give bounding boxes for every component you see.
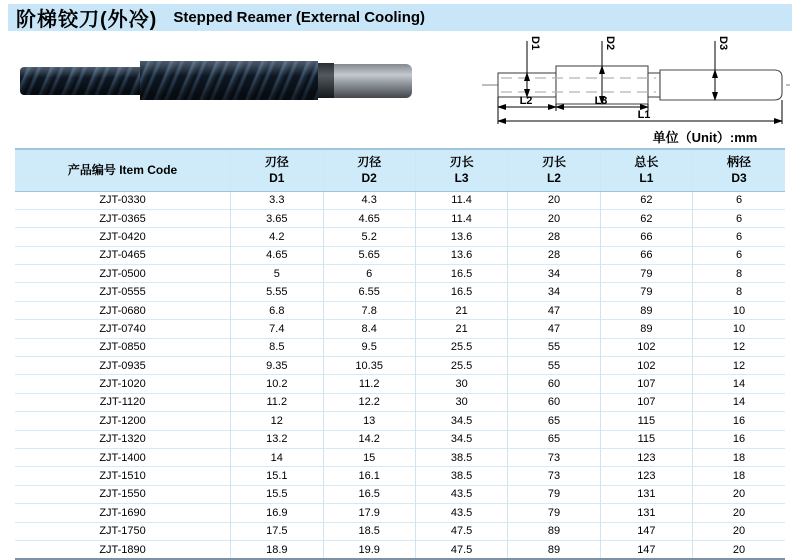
table-row: [15, 412, 785, 430]
value-cell: 17.9: [323, 504, 415, 522]
col-header-code: D2: [361, 171, 377, 186]
item-code-cell: ZJT-0680: [15, 301, 231, 319]
table-row: [15, 430, 785, 448]
item-code-cell: ZJT-1400: [15, 448, 231, 466]
value-cell: 3.65: [231, 209, 323, 227]
value-cell: 13.6: [415, 246, 507, 264]
col-header-item-code: [15, 149, 231, 191]
value-cell: 20: [693, 485, 785, 503]
value-cell: 6.8: [231, 301, 323, 319]
value-cell: 7.8: [323, 301, 415, 319]
value-cell: 6.55: [323, 283, 415, 301]
value-cell: 60: [508, 375, 600, 393]
item-code-cell: ZJT-0420: [15, 228, 231, 246]
value-cell: 20: [693, 540, 785, 559]
reamer-product-photo: [20, 60, 412, 102]
item-code-cell: ZJT-0555: [15, 283, 231, 301]
value-cell: 47: [508, 301, 600, 319]
value-cell: 13: [323, 412, 415, 430]
value-cell: 16.9: [231, 504, 323, 522]
item-code-cell: ZJT-1200: [15, 412, 231, 430]
value-cell: 73: [508, 467, 600, 485]
value-cell: 16.5: [323, 485, 415, 503]
dim-label-l2: L2: [519, 95, 533, 107]
dimension-diagram: [476, 33, 796, 129]
value-cell: 25.5: [415, 357, 507, 375]
spec-table: [15, 148, 785, 560]
value-cell: 38.5: [415, 467, 507, 485]
value-cell: 38.5: [415, 448, 507, 466]
value-cell: 25.5: [415, 338, 507, 356]
dim-label-l3: L3: [594, 95, 608, 107]
value-cell: 7.4: [231, 320, 323, 338]
item-code-cell: ZJT-0850: [15, 338, 231, 356]
value-cell: 28: [508, 246, 600, 264]
page-title-bar: [8, 4, 792, 31]
item-code-cell: ZJT-1020: [15, 375, 231, 393]
value-cell: 47.5: [415, 540, 507, 559]
value-cell: 15.1: [231, 467, 323, 485]
item-code-cell: ZJT-0365: [15, 209, 231, 227]
item-code-cell: ZJT-0935: [15, 357, 231, 375]
value-cell: 13.6: [415, 228, 507, 246]
value-cell: 102: [600, 338, 692, 356]
value-cell: 66: [600, 228, 692, 246]
col-header-label: 刃径: [357, 155, 382, 170]
col-header-label: 刃长: [541, 155, 566, 170]
value-cell: 65: [508, 430, 600, 448]
col-header-d3: [693, 149, 785, 191]
dim-label-d3: D3: [717, 36, 729, 51]
value-cell: 10: [693, 301, 785, 319]
value-cell: 115: [600, 412, 692, 430]
photo-shank: [334, 64, 412, 98]
table-row: [15, 265, 785, 283]
value-cell: 6: [693, 191, 785, 209]
value-cell: 5: [231, 265, 323, 283]
value-cell: 6: [693, 209, 785, 227]
value-cell: 30: [415, 375, 507, 393]
col-header-code: D3: [731, 171, 747, 186]
item-code-cell: ZJT-1120: [15, 393, 231, 411]
item-code-cell: ZJT-0740: [15, 320, 231, 338]
col-header-label: 总长: [634, 155, 659, 170]
value-cell: 12: [693, 338, 785, 356]
table-row: [15, 283, 785, 301]
table-row: [15, 338, 785, 356]
value-cell: 15.5: [231, 485, 323, 503]
value-cell: 8.4: [323, 320, 415, 338]
col-header-code: L1: [639, 171, 654, 186]
value-cell: 131: [600, 485, 692, 503]
value-cell: 60: [508, 393, 600, 411]
value-cell: 16.5: [415, 265, 507, 283]
value-cell: 20: [693, 522, 785, 540]
value-cell: 16.1: [323, 467, 415, 485]
value-cell: 11.4: [415, 209, 507, 227]
value-cell: 4.3: [323, 191, 415, 209]
value-cell: 4.65: [231, 246, 323, 264]
item-code-cell: ZJT-1510: [15, 467, 231, 485]
dim-label-l1: L1: [637, 109, 651, 121]
value-cell: 4.2: [231, 228, 323, 246]
value-cell: 14.2: [323, 430, 415, 448]
col-header-label: 柄径: [727, 155, 752, 170]
item-code-cell: ZJT-0330: [99, 194, 146, 207]
col-header-l1: [600, 149, 692, 191]
value-cell: 9.35: [231, 357, 323, 375]
page-title-english: Stepped Reamer (External Cooling): [173, 9, 426, 26]
value-cell: 18: [693, 448, 785, 466]
value-cell: 131: [600, 504, 692, 522]
value-cell: 20: [693, 504, 785, 522]
dim-label-d2: D2: [604, 36, 616, 51]
table-row: [15, 448, 785, 466]
value-cell: 6: [323, 265, 415, 283]
table-header-row: [15, 149, 785, 191]
value-cell: 47.5: [415, 522, 507, 540]
value-cell: 115: [600, 430, 692, 448]
table-row: [15, 209, 785, 227]
value-cell: 6: [693, 228, 785, 246]
item-code-cell: ZJT-0500: [15, 265, 231, 283]
value-cell: 34: [508, 283, 600, 301]
table-row: [15, 485, 785, 503]
table-row: [15, 540, 785, 559]
value-cell: 6: [693, 246, 785, 264]
table-row: [15, 246, 785, 264]
table-row: [15, 393, 785, 411]
value-cell: 8: [693, 283, 785, 301]
value-cell: 89: [508, 540, 600, 559]
value-cell: 55: [508, 338, 600, 356]
part-shank: [660, 70, 782, 100]
value-cell: 13.2: [231, 430, 323, 448]
value-cell: 14: [693, 375, 785, 393]
value-cell: 123: [600, 448, 692, 466]
item-code-cell: ZJT-1690: [15, 504, 231, 522]
value-cell: 12: [693, 357, 785, 375]
value-cell: 5.65: [323, 246, 415, 264]
col-header-d2: [323, 149, 415, 191]
value-cell: 73: [508, 448, 600, 466]
value-cell: 79: [508, 504, 600, 522]
table-body: [15, 191, 785, 559]
value-cell: 43.5: [415, 504, 507, 522]
table-row: [15, 301, 785, 319]
value-cell: 18.5: [323, 522, 415, 540]
value-cell: 15: [323, 448, 415, 466]
value-cell: 12: [231, 412, 323, 430]
col-header-l2: [508, 149, 600, 191]
value-cell: 21: [415, 320, 507, 338]
value-cell: 62: [600, 191, 692, 209]
value-cell: 8.5: [231, 338, 323, 356]
value-cell: 19.9: [323, 540, 415, 559]
col-header-label: 刃长: [449, 155, 474, 170]
photo-flute-section-d1: [20, 67, 140, 95]
photo-flute-section-d2: [140, 61, 318, 100]
value-cell: 34.5: [415, 430, 507, 448]
value-cell: 30: [415, 393, 507, 411]
item-code-cell: ZJT-0465: [15, 246, 231, 264]
value-cell: 4.65: [323, 209, 415, 227]
value-cell: 10: [693, 320, 785, 338]
value-cell: 55: [508, 357, 600, 375]
col-header-code: D1: [269, 171, 285, 186]
value-cell: 89: [600, 320, 692, 338]
item-code-cell: ZJT-1890: [15, 540, 231, 559]
table-row: [15, 228, 785, 246]
table-row: [15, 357, 785, 375]
value-cell: 66: [600, 246, 692, 264]
value-cell: 43.5: [415, 485, 507, 503]
col-header-l3: [415, 149, 507, 191]
col-header-label: 刃径: [264, 155, 289, 170]
item-code-cell: ZJT-1550: [15, 485, 231, 503]
value-cell: 5.2: [323, 228, 415, 246]
value-cell: 20: [508, 191, 600, 209]
value-cell: 3.3: [231, 191, 323, 209]
unit-note: 单位（Unit）:mm: [652, 130, 758, 145]
value-cell: 9.5: [323, 338, 415, 356]
value-cell: 17.5: [231, 522, 323, 540]
value-cell: 10.2: [231, 375, 323, 393]
table-row: [15, 504, 785, 522]
part-neck: [648, 73, 660, 97]
page-title-chinese: 阶梯铰刀(外冷): [16, 9, 158, 31]
value-cell: 147: [600, 540, 692, 559]
value-cell: 89: [600, 301, 692, 319]
value-cell: 21: [415, 301, 507, 319]
value-cell: 47: [508, 320, 600, 338]
value-cell: 8: [693, 265, 785, 283]
value-cell: 14: [693, 393, 785, 411]
col-header-code: L2: [546, 171, 561, 186]
value-cell: 18: [693, 467, 785, 485]
value-cell: 12.2: [323, 393, 415, 411]
value-cell: 62: [600, 209, 692, 227]
col-header-code: L3: [454, 171, 469, 186]
value-cell: 10.35: [323, 357, 415, 375]
value-cell: 16: [693, 412, 785, 430]
value-cell: 79: [600, 283, 692, 301]
value-cell: 107: [600, 375, 692, 393]
value-cell: 28: [508, 228, 600, 246]
item-code-cell: ZJT-1750: [15, 522, 231, 540]
value-cell: 11.2: [231, 393, 323, 411]
value-cell: 11.2: [323, 375, 415, 393]
value-cell: 20: [508, 209, 600, 227]
table-row: [15, 320, 785, 338]
value-cell: 16: [693, 430, 785, 448]
value-cell: 107: [600, 393, 692, 411]
value-cell: 123: [600, 467, 692, 485]
value-cell: 34: [508, 265, 600, 283]
value-cell: 11.4: [415, 191, 507, 209]
value-cell: 65: [508, 412, 600, 430]
table-row: [15, 375, 785, 393]
value-cell: 14: [231, 448, 323, 466]
value-cell: 79: [600, 265, 692, 283]
value-cell: 16.5: [415, 283, 507, 301]
table-row: [15, 467, 785, 485]
col-header-d1: [231, 149, 323, 191]
value-cell: 18.9: [231, 540, 323, 559]
dim-label-d1: D1: [529, 36, 541, 51]
table-row: [15, 191, 785, 209]
value-cell: 79: [508, 485, 600, 503]
value-cell: 89: [508, 522, 600, 540]
photo-collar: [318, 63, 334, 98]
table-row: [15, 522, 785, 540]
value-cell: 102: [600, 357, 692, 375]
value-cell: 5.55: [231, 283, 323, 301]
value-cell: 34.5: [415, 412, 507, 430]
item-code-cell: ZJT-1320: [15, 430, 231, 448]
col-header-label: 产品编号 Item Code: [67, 163, 178, 178]
value-cell: 147: [600, 522, 692, 540]
